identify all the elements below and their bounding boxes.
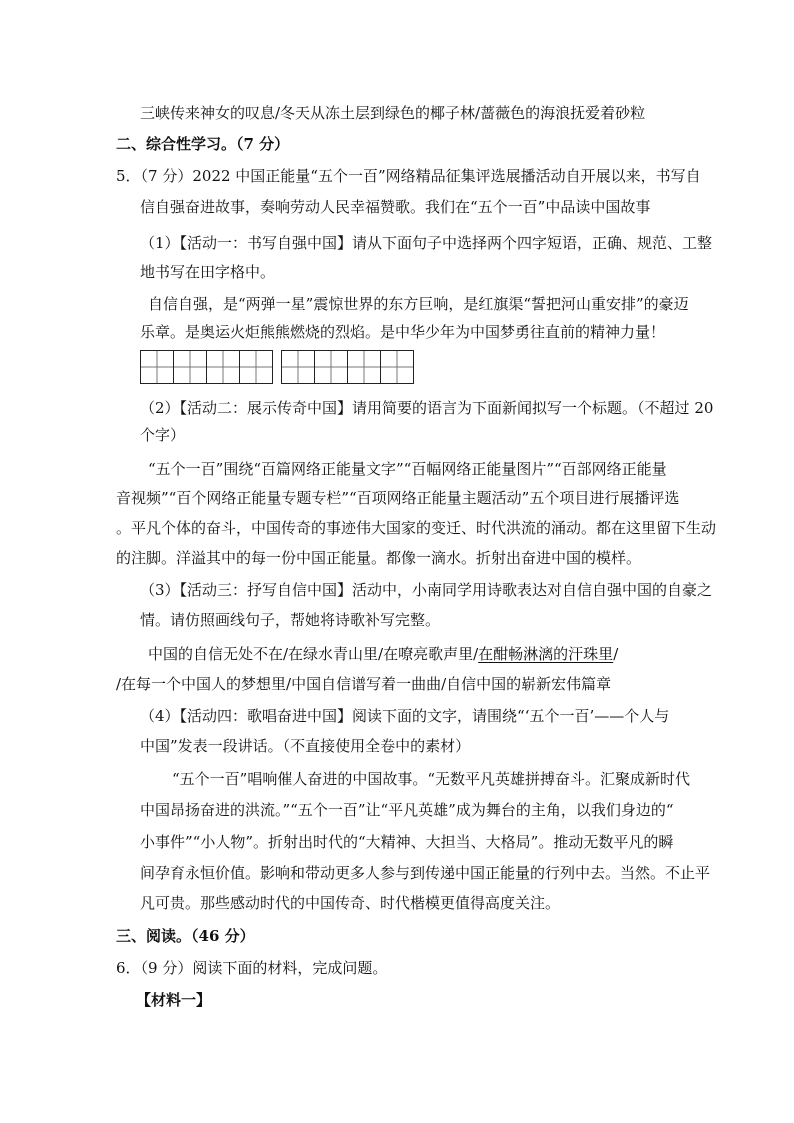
news-line-3: 。平凡个体的奋斗，中国传奇的事迹伟大国家的变迁、时代洪流的涌动。都在这里留下生动 (116, 519, 717, 537)
act3-prompt-line-2: 情。请仿照画线句子，帮她将诗歌补写完整。 (140, 611, 441, 629)
news-line-2: 音视频”“百个网络正能量专题专栏”“百项网络正能量主题活动”五个项目进行展播评选 (116, 489, 680, 507)
tianzige-cell[interactable] (281, 350, 314, 384)
tianzige-grid-group-1 (140, 350, 273, 383)
tianzige-cell[interactable] (239, 350, 273, 384)
act4-passage-line-4: 间孕育永恒价值。影响和带动更多人参与到传递中国正能量的行列中去。当然。不止平 (140, 864, 711, 882)
act4-passage-line-3: 小事件”“小人物”。折射出时代的“大精神、大担当、大格局”。推动无数平凡的瞬 (140, 833, 674, 851)
q5-intro-line-2: 信自强奋进故事，奏响劳动人民幸福赞歌。我们在“五个一百”中品读中国故事 (140, 198, 651, 216)
act4-passage-line-5: 凡可贵。那些感动时代的中国传奇、时代楷模更值得高度关注。 (140, 894, 561, 912)
act4-prompt-line-1: （4）【活动四：歌唱奋进中国】阅读下面的文字，请围绕“‘五个一百’——个人与 (140, 707, 670, 725)
act1-prompt-line-2: 地书写在田字格中。 (140, 263, 276, 281)
tianzige-cell[interactable] (206, 350, 239, 384)
act4-passage-line-2: 中国昂扬奋进的洪流。”“五个一百”让“平凡英雄”成为舞台的主角，以我们身边的“ (140, 801, 674, 819)
news-line-4: 的注脚。洋溢其中的每一份中国正能量。都像一滴水。折射出奋进中国的模样。 (116, 549, 642, 567)
poem-line-1-start: 中国的自信无处不在/在绿水青山里/在嘹亮歌声里/ (148, 645, 479, 663)
section-3-heading: 三、阅读。（46 分） (116, 927, 255, 945)
poem-line-2: /在每一个中国人的梦想里/中国自信谱写着一曲曲/自信中国的崭新宏伟篇章 (116, 675, 612, 693)
q5-intro-line-1: 5．（7 分）2022 中国正能量“五个一百”网络精品征集评选展播活动自开展以来，书写自 (116, 167, 701, 185)
act1-text-line-1: 自信自强，是“两弹一星”震惊世界的东方巨响，是红旗渠“誓把河山重安排”的豪迈 (148, 295, 689, 313)
material-1-label: 【材料一】 (136, 991, 212, 1009)
act2-prompt-line-2: 个字） (140, 426, 186, 444)
act2-prompt-line-1: （2）【活动二：展示传奇中国】请用简要的语言为下面新闻拟写一个标题。（不超过 20 (140, 399, 714, 417)
poem-line-1-end: / (613, 645, 619, 663)
tianzige-cell[interactable] (380, 350, 414, 384)
q6-intro: 6．（9 分）阅读下面的材料，完成问题。 (116, 959, 388, 977)
act4-passage-line-1: “五个一百”唱响催人奋进的中国故事。“无数平凡英雄拼搏奋斗。汇聚成新时代 (172, 770, 691, 788)
continuation-line: 三峡传来神女的叹息/冬天从冻土层到绿色的椰子林/蔷薇色的海浪抚爱着砂粒 (140, 104, 646, 122)
tianzige-grid-group-2 (281, 350, 414, 383)
act4-prompt-line-2: 中国”发表一段讲话。（不直接使用全卷中的素材） (140, 737, 471, 755)
tianzige-cell[interactable] (314, 350, 347, 384)
news-line-1: “五个一百”围绕“百篇网络正能量文字”“百幅网络正能量图片”“百部网络正能量 (148, 460, 667, 478)
poem-line-1 (148, 644, 618, 664)
poem-underlined-phrase: 在酣畅淋漓的汗珠里 (478, 645, 614, 663)
act3-prompt-line-1: （3）【活动三：抒写自信中国】活动中，小南同学用诗歌表达对自信自强中国的自豪之 (140, 581, 713, 599)
tianzige-cell[interactable] (173, 350, 206, 384)
act1-prompt-line-1: （1）【活动一：书写自强中国】请从下面句子中选择两个四字短语，正确、规范、工整 (140, 234, 713, 252)
tianzige-cell[interactable] (347, 350, 380, 384)
act1-text-line-2: 乐章。是奥运火炬熊熊燃烧的烈焰。是中华少年为中国梦勇往直前的精神力量！ (140, 323, 666, 341)
tianzige-cell[interactable] (140, 350, 173, 384)
section-2-heading: 二、综合性学习。（7 分） (116, 135, 290, 153)
